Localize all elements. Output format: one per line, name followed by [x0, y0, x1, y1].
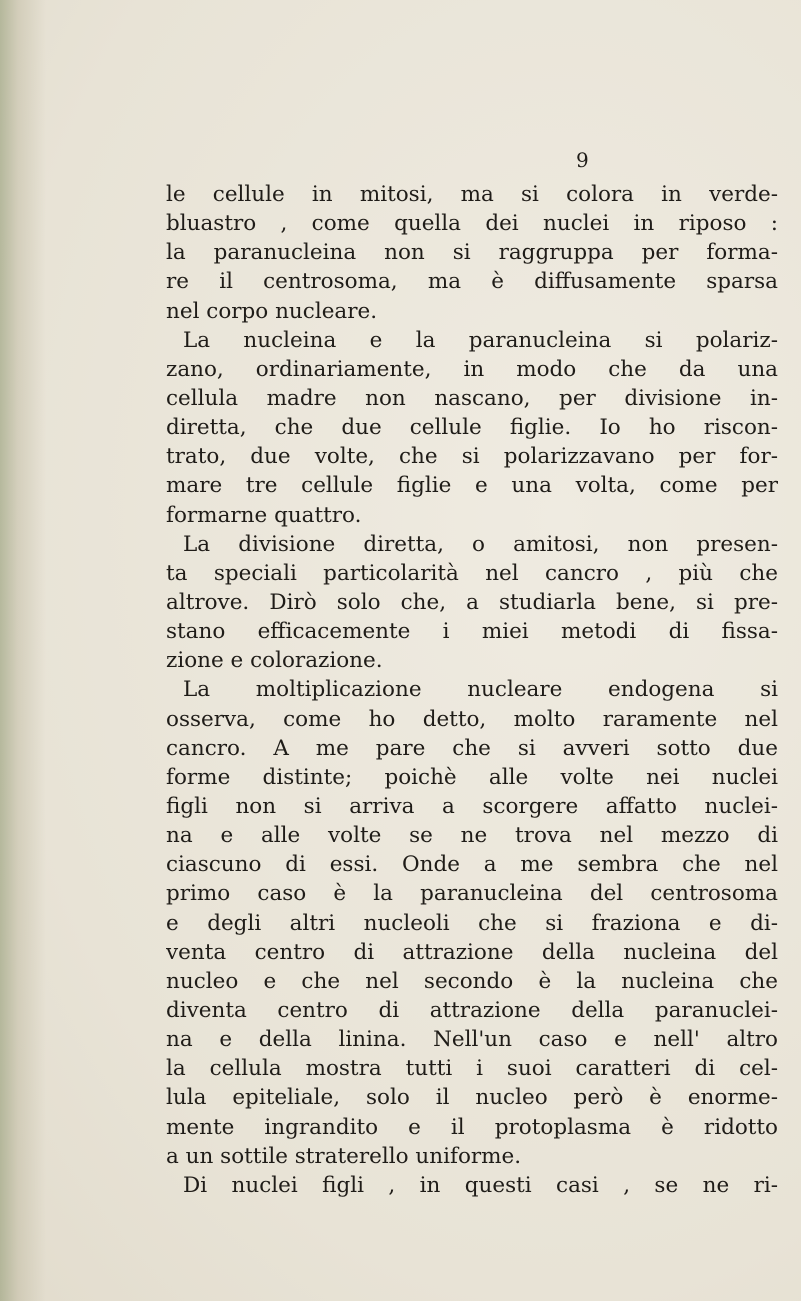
text-line: venta centro di attrazione della nucleina del: [166, 939, 778, 965]
text-line: na e della linina. Nell'un caso e nell' altro: [166, 1027, 778, 1053]
text-line: re il centrosoma, ma è diffusamente sparsa: [166, 269, 778, 295]
text-line: la paranucleina non si raggruppa per forma-: [166, 240, 778, 266]
text-line: na e alle volte se ne trova nel mezzo di: [166, 823, 778, 849]
text-line: altrove. Dirò solo che, a studiarla bene, si pre-: [166, 589, 778, 615]
body-text: [166, 180, 778, 1200]
text-line: la cellula mostra tutti i suoi caratteri di cel-: [166, 1056, 778, 1082]
text-line: bluastro , come quella dei nuclei in riposo :: [166, 211, 778, 237]
page-number: 9: [576, 148, 589, 172]
text-line: lula epiteliale, solo il nucleo però è enorme-: [166, 1085, 778, 1111]
text-line: forme distinte; poichè alle volte nei nuclei: [166, 764, 778, 790]
text-line: formarne quattro.: [166, 502, 362, 528]
text-line: e degli altri nucleoli che si fraziona e di-: [166, 910, 778, 936]
text-line: diretta, che due cellule figlie. Io ho riscon-: [166, 415, 778, 441]
text-line: mente ingrandito e il protoplasma è ridotto: [166, 1114, 778, 1140]
text-line: nucleo e che nel secondo è la nucleina che: [166, 968, 778, 994]
text-line: trato, due volte, che si polarizzavano per for-: [166, 444, 778, 470]
text-line: nel corpo nucleare.: [166, 298, 378, 324]
text-line: zano, ordinariamente, in modo che da una: [166, 356, 778, 382]
text-line: a un sottile straterello uniforme.: [166, 1143, 522, 1169]
text-line: La nucleina e la paranucleina si polariz-: [183, 327, 778, 353]
text-line: osserva, come ho detto, molto raramente nel: [166, 706, 778, 732]
text-line: stano efficacemente i miei metodi di fissa-: [166, 619, 778, 645]
text-line: le cellule in mitosi, ma si colora in verde-: [166, 182, 778, 207]
text-line: figli non si arriva a scorgere affatto nuclei-: [166, 793, 778, 819]
text-line: mare tre cellule figlie e una volta, come per: [166, 473, 778, 499]
text-line: primo caso è la paranucleina del centrosoma: [166, 881, 778, 907]
text-line: cancro. A me pare che si avveri sotto due: [166, 735, 778, 761]
text-line: cellula madre non nascano, per divisione in-: [166, 385, 778, 411]
text-line: diventa centro di attrazione della paranuclei-: [166, 997, 778, 1023]
text-line: La divisione diretta, o amitosi, non presen-: [183, 531, 778, 557]
text-line: ciascuno di essi. Onde a me sembra che nel: [166, 852, 778, 878]
text-line: Di nuclei figli , in questi casi , se ne ri-: [183, 1172, 778, 1198]
text-line: zione e colorazione.: [166, 648, 383, 674]
text-line: ta speciali particolarità nel cancro , più che: [166, 560, 778, 586]
text-line: La moltiplicazione nucleare endogena si: [183, 677, 778, 703]
